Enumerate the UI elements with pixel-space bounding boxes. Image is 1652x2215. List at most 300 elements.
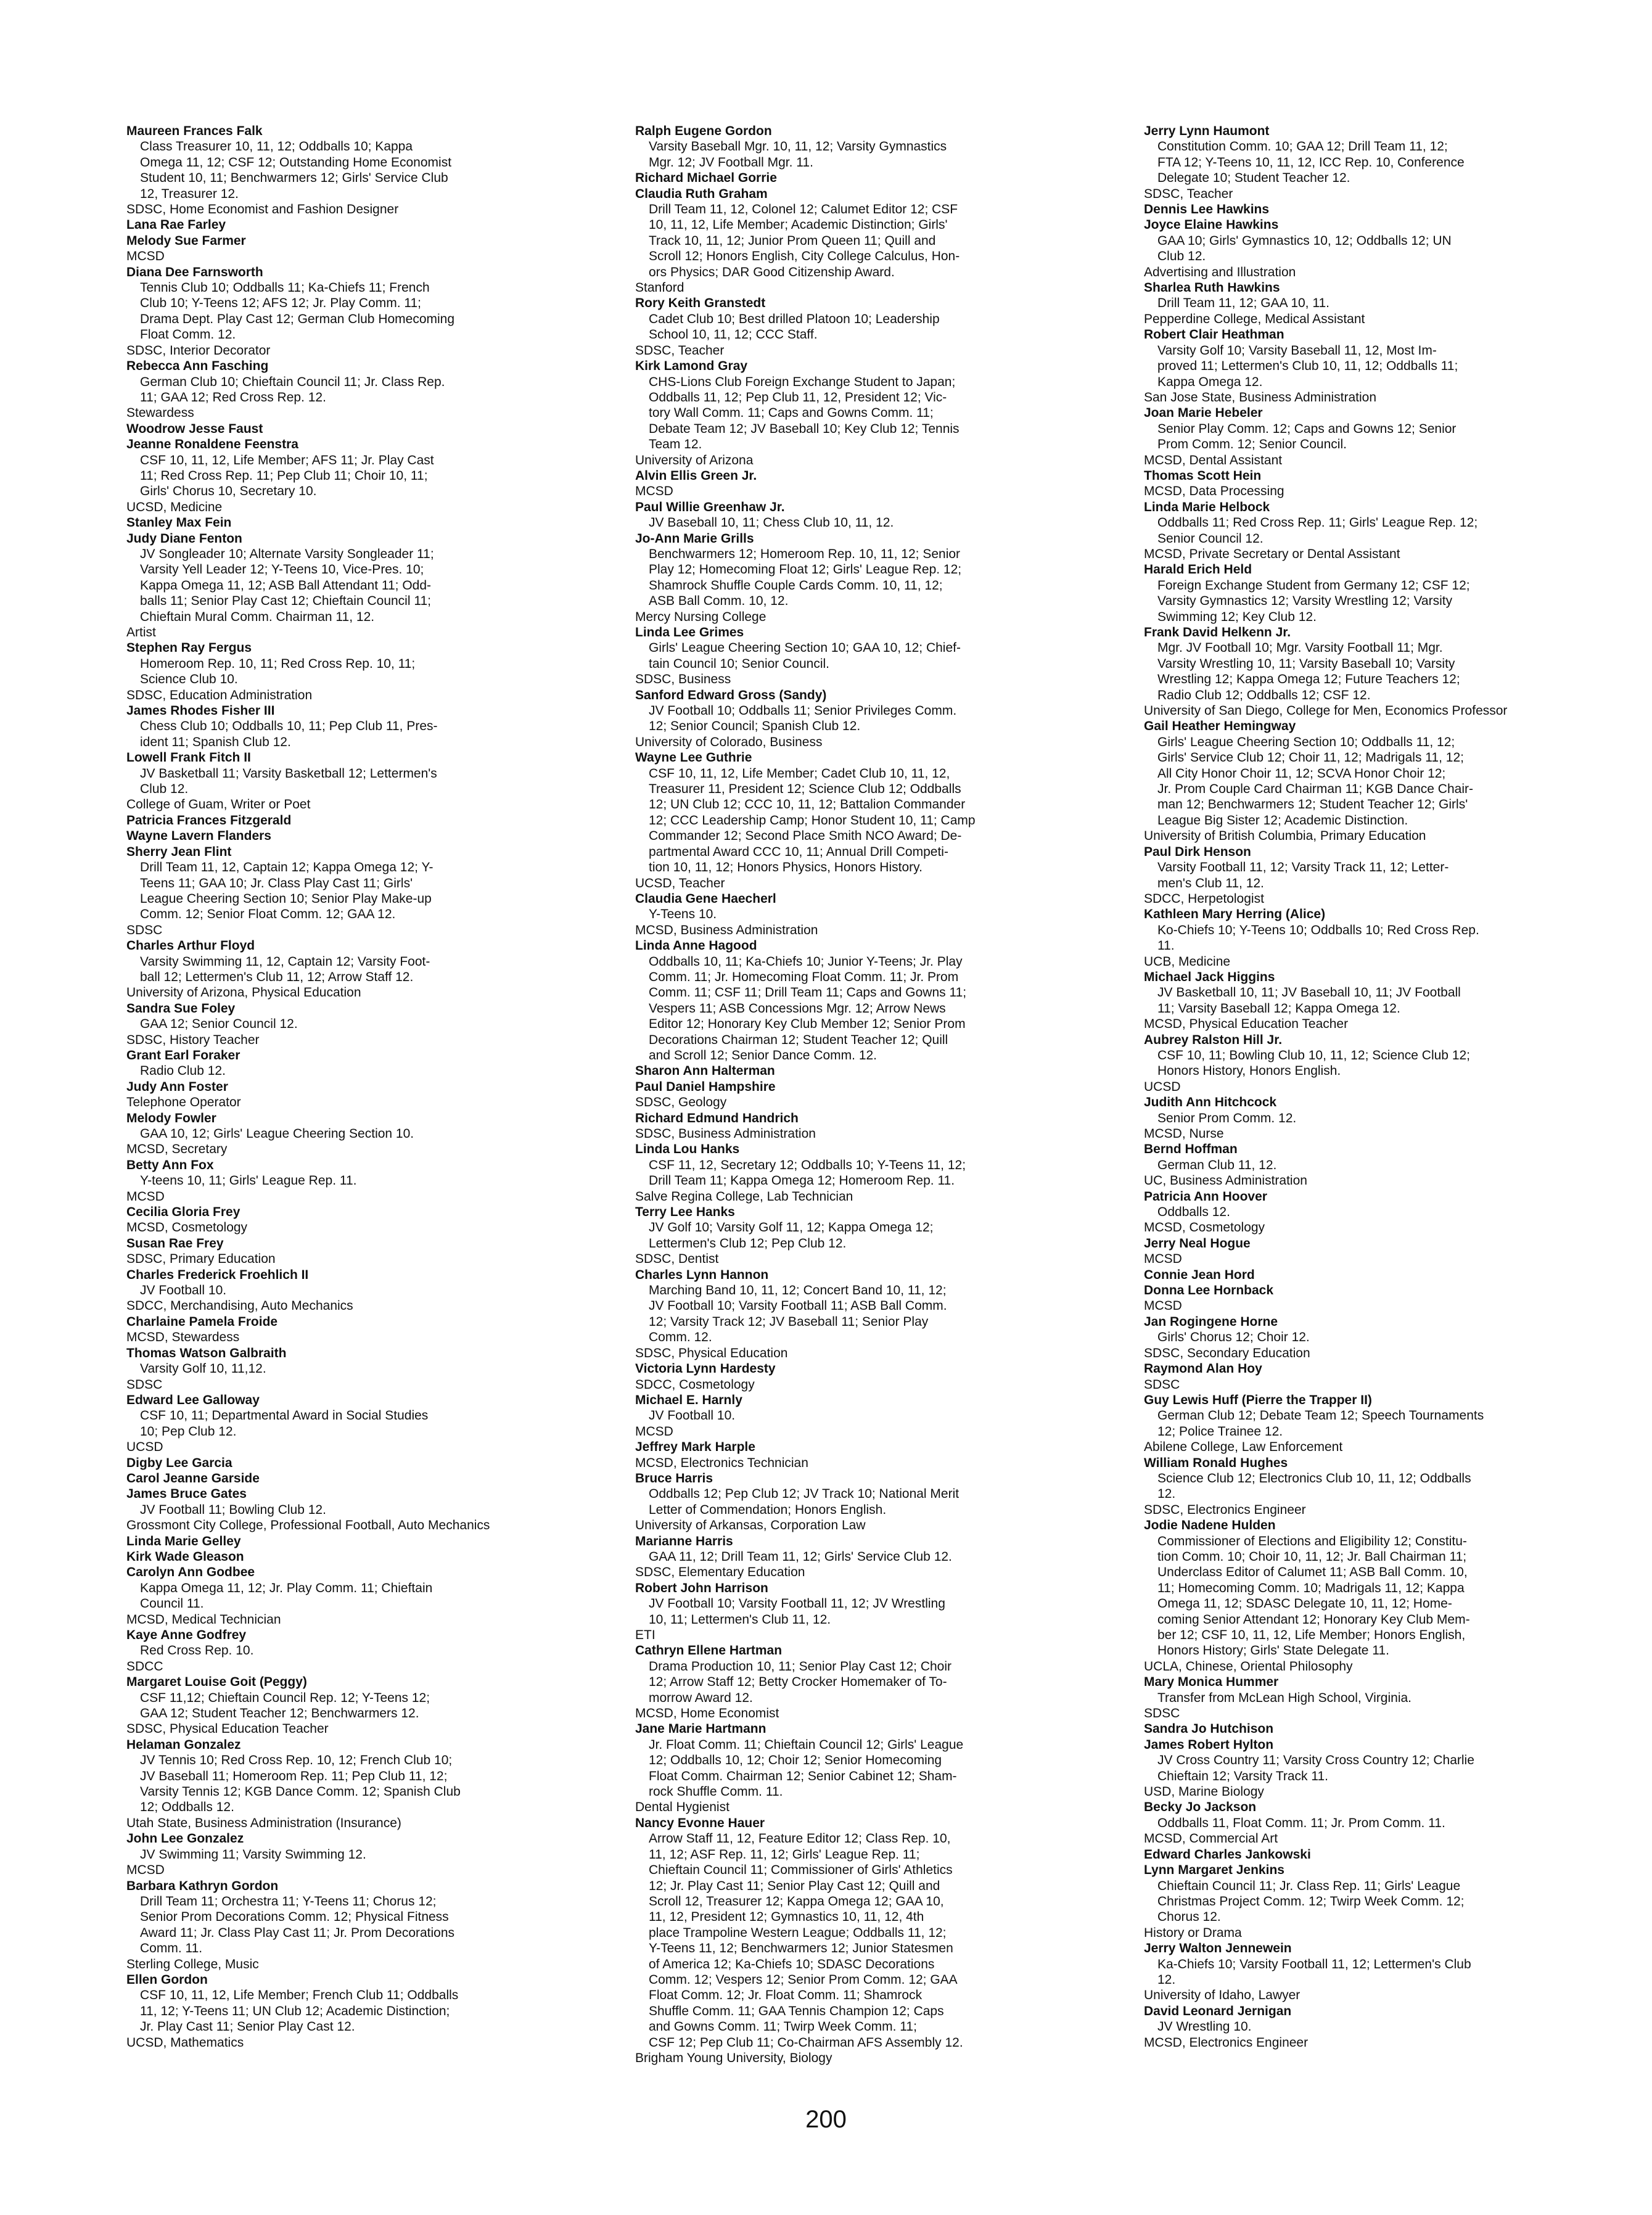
senior-entry	[126, 844, 595, 938]
future-plans: MCSD	[126, 249, 165, 264]
senior-name: Kathleen Mary Herring (Alice)	[1144, 907, 1326, 922]
future-plans: MCSD	[126, 1189, 165, 1204]
activities-line: Chieftain 12; Varsity Track 11.	[1157, 1769, 1329, 1783]
future-plans: Salve Regina College, Lab Technician	[635, 1189, 853, 1204]
activities-line: Varsity Baseball Mgr. 10, 11, 12; Varsity Gymnastics	[649, 139, 947, 154]
activities-line: 11, 12; ASF Rep. 11, 12; Girls' League Rep. 11;	[649, 1847, 920, 1862]
senior-entry	[126, 938, 595, 1001]
activities-line: Marching Band 10, 11, 12; Concert Band 10, 11, 12;	[649, 1283, 947, 1298]
senior-name: Harald Erich Held	[1144, 562, 1252, 577]
activities-line: Benchwarmers 12; Homeroom Rep. 10, 11, 12; Senior	[649, 546, 961, 561]
senior-name: Victoria Lynn Hardesty	[635, 1362, 776, 1376]
future-plans: Dental Hygienist	[635, 1800, 729, 1815]
senior-name: Wayne Lavern Flanders	[126, 829, 271, 844]
future-plans: UCSD, Medicine	[126, 499, 223, 514]
senior-name: Richard Edmund Handrich	[635, 1111, 799, 1125]
senior-name: Jeffrey Mark Harple	[635, 1440, 755, 1455]
senior-name: Charles Lynn Hannon	[635, 1267, 769, 1282]
activities-line: 12; UN Club 12; CCC 10, 11, 12; Battalion Commander	[649, 797, 966, 812]
activities-line: School 10, 11, 12; CCC Staff.	[649, 327, 818, 342]
activities-line: Chorus 12.	[1157, 1910, 1221, 1925]
senior-name: Dennis Lee Hawkins	[1144, 202, 1270, 217]
activities-line: GAA 12; Senior Council 12.	[140, 1017, 298, 1032]
senior-entry	[126, 1111, 595, 1157]
future-plans: Mercy Nursing College	[635, 609, 766, 624]
senior-entry	[635, 468, 1104, 499]
activities-line: German Club 12; Debate Team 12; Speech Tournaments	[1157, 1408, 1484, 1423]
senior-entry	[126, 703, 595, 750]
future-plans: SDCC, Merchandising, Auto Mechanics	[126, 1299, 353, 1313]
activities-line: Scroll 12; Honors English, City College Calculus, Hon-	[649, 249, 960, 264]
senior-name: Linda Marie Gelley	[126, 1534, 241, 1548]
senior-name: Maureen Frances Falk	[126, 124, 263, 138]
senior-name: David Leonard Jernigan	[1144, 2003, 1292, 2018]
senior-name: Betty Ann Fox	[126, 1157, 214, 1172]
senior-name: Frank David Helkenn Jr.	[1144, 625, 1291, 639]
senior-name: Stephen Ray Fergus	[126, 641, 252, 655]
future-plans: MCSD, Physical Education Teacher	[1144, 1017, 1349, 1032]
senior-entry	[126, 217, 595, 232]
future-plans: SDSC, Teacher	[635, 343, 725, 358]
senior-name: Kirk Lamond Gray	[635, 359, 748, 374]
activities-line: GAA 10, 12; Girls' League Cheering Section 10.	[140, 1127, 414, 1141]
senior-name: Richard Michael Gorrie	[635, 171, 777, 186]
senior-name: Jo-Ann Marie Grills	[635, 531, 754, 546]
senior-entry	[126, 1674, 595, 1737]
future-plans: Abilene College, Law Enforcement	[1144, 1440, 1343, 1455]
activities-line: Ko-Chiefs 10; Y-Teens 10; Oddballs 10; Red Cross Rep.	[1157, 923, 1479, 937]
activities-line: Radio Club 12.	[140, 1064, 226, 1079]
senior-entry	[1144, 1314, 1613, 1361]
future-plans: MCSD, Cosmetology	[1144, 1220, 1265, 1235]
activities-line: 10, 11; Lettermen's Club 11, 12.	[649, 1612, 831, 1627]
activities-line: Oddballs 12.	[1157, 1205, 1230, 1220]
activities-line: JV Golf 10; Varsity Golf 11, 12; Kappa Omega 12;	[649, 1220, 934, 1235]
senior-entry	[126, 750, 595, 813]
senior-entry	[1144, 1455, 1613, 1518]
activities-line: Girls' Chorus 12; Choir 12.	[1157, 1330, 1310, 1345]
activities-line: Swimming 12; Key Club 12.	[1157, 609, 1317, 624]
senior-entry	[126, 437, 595, 515]
activities-line: League Big Sister 12; Academic Distinction.	[1157, 813, 1408, 828]
senior-name: Ralph Eugene Gordon	[635, 124, 772, 138]
senior-name: Woodrow Jesse Faust	[126, 421, 263, 436]
activities-line: CSF 10, 11; Bowling Club 10, 11, 12; Science Club 12;	[1157, 1048, 1471, 1062]
activities-line: Varsity Tennis 12; KGB Dance Comm. 12; Spanish Club	[140, 1785, 461, 1799]
senior-name: Sherry Jean Flint	[126, 844, 232, 859]
senior-name: Jerry Lynn Haumont	[1144, 124, 1270, 138]
activities-line: JV Songleader 10; Alternate Varsity Songleader 11;	[140, 546, 434, 561]
activities-line: Comm. 11.	[140, 1941, 203, 1956]
activities-line: Debate Team 12; JV Baseball 10; Key Club 12; Tennis	[649, 421, 960, 436]
future-plans: UCLA, Chinese, Oriental Philosophy	[1144, 1659, 1353, 1674]
activities-line: German Club 11, 12.	[1157, 1157, 1277, 1172]
activities-line: Student 10, 11; Benchwarmers 12; Girls' Service Club	[140, 171, 448, 186]
activities-line: Cadet Club 10; Best drilled Platoon 10; Leadership	[649, 311, 940, 326]
senior-entry	[635, 1580, 1104, 1643]
senior-name: Paul Dirk Henson	[1144, 844, 1251, 859]
future-plans: MCSD, Electronics Engineer	[1144, 2035, 1309, 2050]
future-plans: University of Colorado, Business	[635, 734, 823, 749]
senior-name: Bernd Hoffman	[1144, 1142, 1238, 1157]
activities-line: Comm. 11; Jr. Homecoming Float Comm. 11; Jr. Prom	[649, 969, 959, 984]
activities-line: Team 12.	[649, 437, 702, 452]
activities-line: Shuffle Comm. 11; GAA Tennis Champion 12; Caps	[649, 2003, 944, 2018]
activities-line: JV Football 10.	[140, 1283, 227, 1298]
activities-line: Varsity Golf 10, 11,12.	[140, 1362, 266, 1376]
senior-name: Alvin Ellis Green Jr.	[635, 468, 757, 483]
senior-name: Thomas Scott Hein	[1144, 468, 1262, 483]
activities-line: Radio Club 12; Oddballs 12; CSF 12.	[1157, 688, 1371, 702]
activities-line: 12; Oddballs 10, 12; Choir 12; Senior Homecoming	[649, 1753, 942, 1768]
senior-entry	[635, 1815, 1104, 2066]
future-plans: SDCC, Cosmetology	[635, 1377, 755, 1392]
senior-name: Robert John Harrison	[635, 1580, 768, 1595]
activities-line: Comm. 11; CSF 11; Drill Team 11; Caps and Gowns 11;	[649, 985, 967, 1000]
senior-name: Michael Jack Higgins	[1144, 969, 1275, 984]
senior-name: James Bruce Gates	[126, 1487, 247, 1502]
column-left	[126, 123, 595, 2050]
activities-line: ber 12; CSF 10, 11, 12, Life Member; Honors English,	[1157, 1628, 1466, 1642]
activities-line: Comm. 12; Vespers 12; Senior Prom Comm. 12; GAA	[649, 1972, 958, 1987]
senior-name: Judith Ann Hitchcock	[1144, 1095, 1277, 1110]
activities-line: Commissioner of Elections and Eligibility 12; Constitu-	[1157, 1534, 1467, 1548]
senior-name: Diana Dee Farnsworth	[126, 265, 263, 279]
activities-line: GAA 10; Girls' Gymnastics 10, 12; Oddballs 12; UN	[1157, 233, 1452, 248]
future-plans: SDSC, Physical Education	[635, 1346, 788, 1360]
future-plans: MCSD, Nurse	[1144, 1127, 1224, 1141]
senior-entry	[1144, 1236, 1613, 1267]
senior-entry	[126, 1314, 595, 1346]
senior-entry	[635, 1141, 1104, 1204]
activities-line: Transfer from McLean High School, Virginia.	[1157, 1690, 1412, 1705]
activities-line: ident 11; Spanish Club 12.	[140, 734, 291, 749]
senior-name: Sharlea Ruth Hawkins	[1144, 281, 1280, 295]
future-plans: SDSC, Electronics Engineer	[1144, 1502, 1306, 1517]
activities-line: Arrow Staff 11, 12, Feature Editor 12; Class Rep. 10,	[649, 1831, 951, 1846]
future-plans: College of Guam, Writer or Poet	[126, 797, 311, 812]
future-plans: SDCC, Herpetologist	[1144, 891, 1264, 906]
activities-line: 12; Varsity Track 12; JV Baseball 11; Senior Play	[649, 1314, 929, 1329]
activities-line: Teens 11; GAA 10; Jr. Class Play Cast 11; Girls'	[140, 876, 413, 890]
activities-line: 12.	[1157, 1487, 1176, 1502]
senior-name: Aubrey Ralston Hill Jr.	[1144, 1032, 1283, 1047]
activities-line: Decorations Chairman 12; Student Teacher 12; Quill	[649, 1032, 948, 1047]
activities-line: JV Football 10; Varsity Football 11, 12; JV Wrestling	[649, 1597, 945, 1611]
senior-entry	[126, 1267, 595, 1314]
senior-name: Wayne Lee Guthrie	[635, 750, 752, 765]
senior-entry	[1144, 1392, 1613, 1455]
senior-name: Joan Marie Hebeler	[1144, 406, 1263, 421]
activities-line: men's Club 11, 12.	[1157, 876, 1264, 890]
senior-entry	[1144, 625, 1613, 718]
senior-entry	[635, 891, 1104, 938]
senior-name: Paul Willie Greenhaw Jr.	[635, 499, 785, 514]
activities-line: 12; CCC Leadership Camp; Honor Student 10, 11; Camp	[649, 813, 976, 828]
senior-name: Connie Jean Hord	[1144, 1267, 1255, 1282]
senior-name: Barbara Kathryn Gordon	[126, 1878, 279, 1893]
activities-line: Jr. Play Cast 11; Senior Play Cast 12.	[140, 2020, 355, 2034]
senior-entry	[1144, 327, 1613, 405]
senior-entry	[635, 750, 1104, 891]
activities-line: JV Football 10.	[649, 1408, 736, 1423]
future-plans: Stanford	[635, 281, 684, 295]
activities-line: JV Tennis 10; Red Cross Rep. 10, 12; French Club 10;	[140, 1753, 453, 1768]
activities-line: 12; Police Trainee 12.	[1157, 1424, 1283, 1439]
activities-line: JV Swimming 11; Varsity Swimming 12.	[140, 1847, 366, 1862]
activities-line: Prom Comm. 12; Senior Council.	[1157, 437, 1347, 452]
senior-entry	[1144, 280, 1613, 327]
senior-name: Jan Rogingene Horne	[1144, 1314, 1278, 1329]
future-plans: SDSC, Interior Decorator	[126, 343, 271, 358]
senior-entry	[635, 1643, 1104, 1721]
future-plans: Advertising and Illustration	[1144, 265, 1296, 279]
activities-line: Editor 12; Honorary Key Club Member 12; Senior Prom	[649, 1017, 966, 1032]
future-plans: SDSC, Elementary Education	[635, 1565, 805, 1580]
senior-entry	[126, 358, 595, 421]
activities-line: CSF 11, 12, Secretary 12; Oddballs 10; Y-Teens 11, 12;	[649, 1157, 966, 1172]
senior-entry	[635, 1267, 1104, 1361]
activities-line: Oddballs 11; Red Cross Rep. 11; Girls' League Rep. 12;	[1157, 516, 1478, 530]
activities-line: CSF 10, 11, 12, Life Member; Cadet Club 10, 11, 12,	[649, 766, 950, 781]
senior-entry	[635, 531, 1104, 625]
activities-line: JV Baseball 10, 11; Chess Club 10, 11, 12.	[649, 516, 894, 530]
senior-name: Lowell Frank Fitch II	[126, 750, 251, 765]
activities-line: Float Comm. 12; Jr. Float Comm. 11; Shamrock	[649, 1988, 923, 2003]
activities-line: Drill Team 11, 12; GAA 10, 11.	[1157, 296, 1329, 311]
future-plans: SDSC, Primary Education	[126, 1252, 276, 1267]
senior-name: Lana Rae Farley	[126, 218, 226, 232]
senior-entry	[126, 640, 595, 703]
activities-line: Red Cross Rep. 10.	[140, 1643, 254, 1658]
future-plans: MCSD, Cosmetology	[126, 1220, 248, 1235]
activities-line: Wrestling 12; Kappa Omega 12; Future Teachers 12;	[1157, 672, 1460, 687]
activities-line: Comm. 12; Senior Float Comm. 12; GAA 12.	[140, 907, 396, 922]
senior-name: Claudia Ruth Graham	[635, 186, 768, 201]
senior-entry	[1144, 1141, 1613, 1188]
senior-entry	[1144, 1847, 1613, 1862]
activities-line: 10, 11, 12, Life Member; Academic Distinction; Girls'	[649, 218, 948, 232]
activities-line: CSF 11,12; Chieftain Council Rep. 12; Y-Teens 12;	[140, 1690, 430, 1705]
senior-entry	[635, 1439, 1104, 1471]
senior-entry	[126, 1048, 595, 1079]
future-plans: SDSC, Education Administration	[126, 688, 313, 702]
senior-entry	[126, 1972, 595, 2050]
senior-entry	[126, 1204, 595, 1236]
activities-line: CSF 10, 11, 12, Life Member; French Club 11; Oddballs	[140, 1988, 459, 2003]
senior-entry	[1144, 468, 1613, 499]
activities-line: ors Physics; DAR Good Citizenship Award.	[649, 265, 895, 279]
activities-line: Senior Play Comm. 12; Caps and Gowns 12; Senior	[1157, 421, 1457, 436]
future-plans: MCSD, Dental Assistant	[1144, 453, 1283, 467]
senior-name: Rory Keith Granstedt	[635, 296, 766, 311]
senior-entry	[126, 1737, 595, 1831]
senior-name: Margaret Louise Goit (Peggy)	[126, 1675, 307, 1690]
activities-line: 11; Red Cross Rep. 11; Pep Club 11; Choir 10, 11;	[140, 468, 428, 483]
activities-line: Kappa Omega 12.	[1157, 374, 1263, 389]
activities-line: Lettermen's Club 12; Pep Club 12.	[649, 1236, 847, 1251]
senior-entry	[126, 123, 595, 217]
senior-name: Gail Heather Hemingway	[1144, 719, 1296, 734]
senior-name: Edward Charles Jankowski	[1144, 1847, 1311, 1862]
future-plans: Sterling College, Music	[126, 1957, 259, 1971]
senior-entry	[635, 1471, 1104, 1534]
activities-line: Play 12; Homecoming Float 12; Girls' League Rep. 12;	[649, 562, 962, 577]
column-right	[1144, 123, 1613, 2050]
senior-entry	[126, 813, 595, 828]
senior-entry	[1144, 1361, 1613, 1392]
senior-name: Melody Fowler	[126, 1111, 216, 1125]
activities-line: Honors History, Honors English.	[1157, 1064, 1341, 1079]
senior-name: Digby Lee Garcia	[126, 1455, 232, 1470]
activities-line: Y-Teens 11, 12; Benchwarmers 12; Junior Statesmen	[649, 1941, 953, 1956]
senior-entry	[635, 625, 1104, 688]
future-plans: University of Arkansas, Corporation Law	[635, 1518, 866, 1533]
activities-line: tion Comm. 10; Choir 10, 11, 12; Jr. Ball Chairman 11;	[1157, 1549, 1467, 1564]
senior-name: Kaye Anne Godfrey	[126, 1628, 247, 1642]
senior-name: Charlaine Pamela Froide	[126, 1314, 278, 1329]
senior-entry	[635, 1361, 1104, 1392]
future-plans: San Jose State, Business Administration	[1144, 390, 1377, 405]
future-plans: Grossmont City College, Professional Football, Auto Mechanics	[126, 1518, 490, 1533]
activities-line: Drill Team 11; Kappa Omega 12; Homeroom Rep. 11.	[649, 1173, 955, 1188]
senior-name: Charles Arthur Floyd	[126, 939, 255, 953]
activities-line: proved 11; Lettermen's Club 10, 11, 12; Oddballs 11;	[1157, 359, 1458, 374]
future-plans: MCSD	[635, 484, 673, 499]
activities-line: Vespers 11; ASB Concessions Mgr. 12; Arrow News	[649, 1001, 946, 1016]
activities-line: tory Wall Comm. 11; Caps and Gowns Comm. 11;	[649, 406, 934, 421]
activities-line: 10; Pep Club 12.	[140, 1424, 237, 1439]
future-plans: University of Arizona	[635, 453, 754, 467]
senior-entry	[635, 170, 1104, 186]
senior-entry	[1144, 405, 1613, 468]
activities-line: Oddballs 12; Pep Club 12; JV Track 10; National Merit	[649, 1487, 960, 1502]
activities-line: GAA 11, 12; Drill Team 11, 12; Girls' Service Club 12.	[649, 1549, 952, 1564]
senior-name: Lynn Margaret Jenkins	[1144, 1863, 1284, 1878]
activities-line: Varsity Football 11, 12; Varsity Track 11, 12; Letter-	[1157, 860, 1449, 875]
senior-entry	[1144, 1799, 1613, 1846]
senior-name: Linda Lou Hanks	[635, 1142, 740, 1157]
senior-name: Patricia Frances Fitzgerald	[126, 813, 292, 828]
senior-entry	[635, 938, 1104, 1063]
senior-name: Cathryn Ellene Hartman	[635, 1643, 783, 1658]
activities-line: Y-teens 10, 11; Girls' League Rep. 11.	[140, 1173, 357, 1188]
senior-entry	[635, 1721, 1104, 1815]
senior-entry	[126, 1486, 595, 1533]
senior-name: Linda Anne Hagood	[635, 939, 757, 953]
activities-line: Omega 11, 12; SDASC Delegate 10, 11, 12; Home-	[1157, 1597, 1452, 1611]
activities-line: 11; GAA 12; Red Cross Rep. 12.	[140, 390, 326, 405]
senior-name: Helaman Gonzalez	[126, 1737, 241, 1752]
senior-name: James Robert Hylton	[1144, 1737, 1274, 1752]
activities-line: Constitution Comm. 10; GAA 12; Drill Team 11, 12;	[1157, 139, 1448, 154]
senior-name: Patricia Ann Hoover	[1144, 1189, 1267, 1204]
activities-line: Y-Teens 10.	[649, 907, 717, 922]
future-plans: Stewardess	[126, 406, 194, 421]
senior-entry	[126, 233, 595, 265]
senior-entry	[126, 1079, 595, 1111]
senior-name: Grant Earl Foraker	[126, 1048, 240, 1062]
senior-entry	[635, 1063, 1104, 1079]
activities-line: Drill Team 11, 12, Colonel 12; Calumet Editor 12; CSF	[649, 202, 958, 217]
senior-name: Jerry Neal Hogue	[1144, 1236, 1251, 1251]
senior-name: Bruce Harris	[635, 1471, 713, 1486]
senior-name: Carol Jeanne Garside	[126, 1471, 260, 1486]
activities-line: Omega 11, 12; CSF 12; Outstanding Home Economist	[140, 155, 452, 170]
activities-line: Drill Team 11, 12, Captain 12; Kappa Omega 12; Y-	[140, 860, 434, 875]
future-plans: SDSC	[1144, 1377, 1180, 1392]
senior-entry	[1144, 906, 1613, 969]
senior-entry	[126, 1564, 595, 1627]
activities-line: Senior Prom Comm. 12.	[1157, 1111, 1297, 1125]
activities-line: Club 12.	[140, 782, 189, 797]
activities-line: Senior Prom Decorations Comm. 12; Physical Fitness	[140, 1910, 449, 1925]
senior-entry	[126, 1346, 595, 1392]
senior-entry	[126, 1549, 595, 1564]
future-plans: MCSD	[1144, 1299, 1182, 1313]
activities-line: Chess Club 10; Oddballs 10, 11; Pep Club 11, Pres-	[140, 719, 438, 734]
activities-line: JV Cross Country 11; Varsity Cross Country 12; Charlie	[1157, 1753, 1474, 1768]
activities-line: Tennis Club 10; Oddballs 11; Ka-Chiefs 11; French	[140, 281, 430, 295]
senior-name: Guy Lewis Huff (Pierre the Trapper II)	[1144, 1392, 1372, 1407]
activities-line: Mgr. 12; JV Football Mgr. 11.	[649, 155, 813, 170]
senior-name: Robert Clair Heathman	[1144, 327, 1284, 342]
senior-name: Sandra Sue Foley	[126, 1001, 236, 1016]
senior-name: Sanford Edward Gross (Sandy)	[635, 688, 827, 702]
senior-name: Edward Lee Galloway	[126, 1392, 260, 1407]
future-plans: UCB, Medicine	[1144, 954, 1231, 969]
senior-entry	[1144, 217, 1613, 280]
senior-name: Stanley Max Fein	[126, 516, 232, 530]
activities-line: 12.	[1157, 1972, 1176, 1987]
senior-name: Linda Lee Grimes	[635, 625, 744, 639]
senior-entry	[1144, 1862, 1613, 1941]
activities-line: Oddballs 10, 11; Ka-Chiefs 10; Junior Y-Teens; Jr. Play	[649, 954, 963, 969]
senior-entry	[635, 295, 1104, 358]
future-plans: Brigham Young University, Biology	[635, 2050, 832, 2065]
senior-name: Linda Marie Helbock	[1144, 499, 1270, 514]
activities-line: All City Honor Choir 11, 12; SCVA Honor Choir 12;	[1157, 766, 1446, 781]
future-plans: SDSC, Business	[635, 672, 731, 687]
activities-line: Club 12.	[1157, 249, 1206, 264]
senior-entry	[635, 1079, 1104, 1111]
future-plans: MCSD, Home Economist	[635, 1706, 779, 1721]
senior-entry	[1144, 1267, 1613, 1283]
future-plans: University of Idaho, Lawyer	[1144, 1988, 1301, 2003]
activities-line: and Scroll 12; Senior Dance Comm. 12.	[649, 1048, 877, 1062]
senior-entry	[1144, 1721, 1613, 1736]
senior-entry	[635, 186, 1104, 296]
activities-line: Award 11; Jr. Class Play Cast 11; Jr. Prom Decorations	[140, 1925, 455, 1940]
activities-line: Senior Council 12.	[1157, 531, 1264, 546]
activities-line: Varsity Swimming 11, 12, Captain 12; Varsity Foot-	[140, 954, 430, 969]
future-plans: UCSD	[126, 1440, 163, 1455]
activities-line: man 12; Benchwarmers 12; Student Teacher 12; Girls'	[1157, 797, 1468, 812]
senior-entry	[1144, 562, 1613, 625]
senior-entry	[126, 515, 595, 530]
future-plans: SDCC	[126, 1659, 163, 1674]
senior-entry	[1144, 1737, 1613, 1800]
activities-line: CSF 10, 11, 12, Life Member; AFS 11; Jr. Play Cast	[140, 453, 434, 467]
activities-line: Club 10; Y-Teens 12; AFS 12; Jr. Play Comm. 11;	[140, 296, 422, 311]
senior-entry	[1144, 1189, 1613, 1236]
future-plans: Pepperdine College, Medical Assistant	[1144, 311, 1365, 326]
activities-line: CHS-Lions Club Foreign Exchange Student to Japan;	[649, 374, 956, 389]
senior-name: Marianne Harris	[635, 1534, 733, 1548]
future-plans: MCSD, Stewardess	[126, 1330, 240, 1345]
senior-entry	[635, 358, 1104, 468]
activities-line: Science Club 10.	[140, 672, 238, 687]
